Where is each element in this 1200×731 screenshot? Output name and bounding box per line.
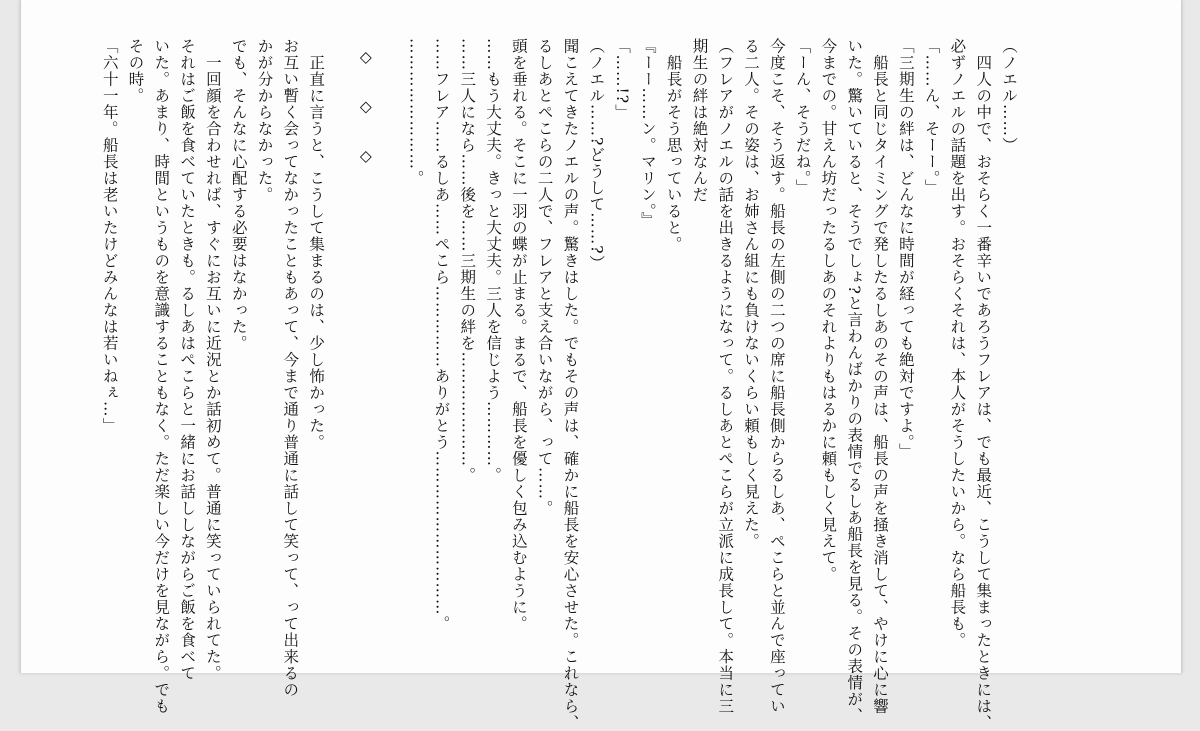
text-line: るしあとぺこらの二人で、フレアと支え合いながら、って……。 bbox=[535, 38, 554, 517]
text-line: 「六十一年。船長は老いたけどみんなは若いねぇ…」 bbox=[100, 38, 119, 434]
text-line: 「三期生の絆は、どんなに時間が経っても絶対ですよ。」 bbox=[896, 38, 915, 460]
text-line: いた。あまり、時間というものを意識することもなく。ただ楽しい今だけを見ながら。でも bbox=[152, 38, 171, 715]
text-line: 一回顔を合わせれば、すぐにお互いに近況とか話初めて。普通に笑っていられてた。 bbox=[203, 38, 222, 682]
text-line: ……三人になら……後を……三期生の絆を…………………。 bbox=[458, 38, 477, 484]
text-line: 聞こえてきたノエルの声。驚きはした。でもその声は、確かに船長を安心させた。これなら、 bbox=[561, 38, 580, 731]
vertical-text-body bbox=[100, 38, 1021, 731]
blank-line bbox=[378, 38, 402, 638]
section-break-ornament: ◇ ◇ ◇ bbox=[356, 48, 375, 173]
text-line: 正直に言うと、こうして集まるのは、少し怖かった。 bbox=[307, 38, 326, 451]
text-line: （フレアがノエルの話を出きるようになって。るしあとぺこらが立派に成長して。本当に三 bbox=[716, 38, 735, 715]
text-line: 期生の絆は絶対なんだ bbox=[690, 38, 709, 203]
text-line: でも、そんなに心配する必要はなかった。 bbox=[229, 38, 248, 352]
text-line: 今までの。甘えん坊だったるしあのそれよりもはるかに頼もしく見えて。 bbox=[819, 38, 838, 583]
text-line: 頭を垂れる。そこに一羽の蝶が止まる。まるで、船長を優しく包み込むように。 bbox=[509, 38, 528, 632]
text-line: る二人。その姿は、お姉さん組にも負けないくらい頼もしく見えた。 bbox=[742, 38, 761, 550]
text-line: 船長と同じタイミングで発したるしあのその声は、船長の声を掻き消して、やけに心に響 bbox=[871, 38, 890, 715]
text-line: 「……ん、そーー。」 bbox=[922, 38, 941, 196]
text-line: 船長がそう思っていると。 bbox=[664, 38, 683, 253]
text-line: 今度こそ、そう返す。船長の左側の二つの席に船長側からるしあ、ぺこらと並んで座ってい bbox=[767, 38, 786, 715]
text-line: 「……!?」 bbox=[613, 38, 632, 121]
blank-line bbox=[328, 38, 352, 638]
document-page bbox=[20, 0, 1182, 731]
text-line: 必ずノエルの話題を出す。おそらくそれは、本人がそうしたいから。なら船長も。 bbox=[948, 38, 967, 649]
text-line: 四人の中で、おそらく一番辛いであろうフレアは、でも最近、こうして集まったときには、 bbox=[974, 38, 993, 731]
text-line: それはご飯を食べていたときも。るしあはぺこらと一緒にお話ししながらご飯を食べて bbox=[178, 38, 197, 682]
text-line: その時。 bbox=[126, 38, 145, 104]
text-line: （ノエル……） bbox=[1000, 38, 1018, 154]
text-line: いた。驚いていると、そうでしょ?と言わんばかりの表情でるしあ船長を見る。その表情が、 bbox=[845, 38, 864, 724]
text-line: （ノエル……?どうして……?） bbox=[587, 38, 606, 272]
text-line: お互い暫く会ってなかったこともあって、今まで通り普通に話して笑って、って出来るの bbox=[281, 38, 300, 698]
text-line: かが分からなかった。 bbox=[255, 38, 274, 203]
text-line: 『ーー……ン。マリン。』 bbox=[638, 38, 657, 229]
text-line: ……………………。 bbox=[406, 38, 425, 187]
text-line: 「ーん、そうだね。」 bbox=[793, 38, 812, 196]
text-line: ……フレア……るしあ……ぺこら……………ありがとう…………………………。 bbox=[432, 38, 451, 632]
text-line: ……もう大丈夫。きっと大丈夫。三人を信じよう…………。 bbox=[484, 38, 503, 484]
